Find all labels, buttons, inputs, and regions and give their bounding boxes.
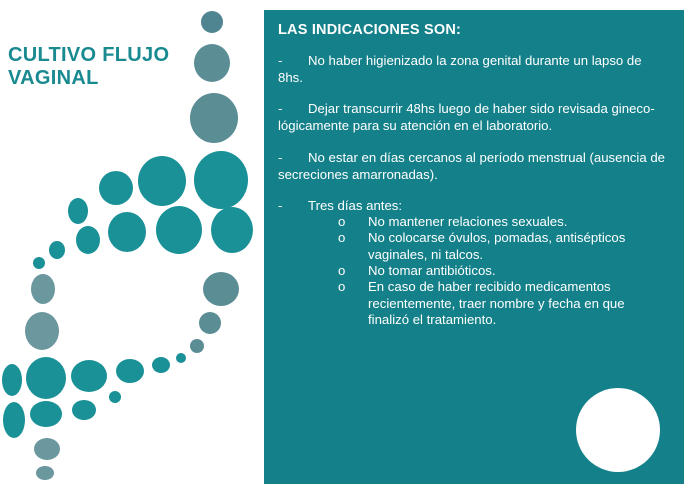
page-title-line-2: VAGINAL <box>8 67 99 89</box>
instruction-text: Tres días antes: <box>308 198 403 213</box>
page-title <box>8 44 208 90</box>
instruction-text: No estar en días cercanos al período menstrual (ausencia de secreciones amarronadas). <box>278 150 665 182</box>
sub-item-text: No colocarse óvulos, pomadas, antisépticos vaginales, ni talcos. <box>368 230 626 262</box>
dots-left-column <box>2 274 66 480</box>
bullet-marker: o <box>338 230 346 245</box>
sub-item <box>338 279 638 329</box>
instruction-text: Dejar transcurrir 48hs luego de haber sido revisada gineco-lógicamente para su atención en el laboratorio. <box>278 101 655 133</box>
sub-item <box>338 230 638 263</box>
dots-middle-rows <box>33 156 202 269</box>
dash-marker: - <box>278 53 283 68</box>
instruction-text: No haber higienizado la zona genital durante un lapso de 8hs. <box>278 53 642 85</box>
dots-right-arc <box>190 272 239 353</box>
sub-item-text: No mantener relaciones sexuales. <box>368 214 568 229</box>
instruction-item <box>278 101 668 134</box>
instruction-item <box>278 53 668 86</box>
dots-bottom-row <box>71 353 186 420</box>
bullet-marker: o <box>338 214 346 229</box>
bullet-marker: o <box>338 279 346 294</box>
decorative-white-circle <box>576 388 660 472</box>
sub-item <box>338 214 638 231</box>
dash-marker: - <box>278 150 283 165</box>
instructions-panel <box>264 10 684 484</box>
sub-item-text: No tomar antibióticos. <box>368 263 496 278</box>
page-title-line-1: CULTIVO FLUJO <box>8 44 170 66</box>
dash-marker: - <box>278 198 283 213</box>
bullet-marker: o <box>338 263 346 278</box>
dash-marker: - <box>278 101 283 116</box>
sub-item <box>338 263 638 280</box>
instruction-item <box>278 198 668 215</box>
sub-item-text: En caso de haber recibido medicamentos recientemente, traer nombre y fecha en que finalizó el tratamiento. <box>368 279 625 327</box>
panel-heading: LAS INDICACIONES SON: <box>278 22 462 38</box>
instruction-item <box>278 150 668 183</box>
